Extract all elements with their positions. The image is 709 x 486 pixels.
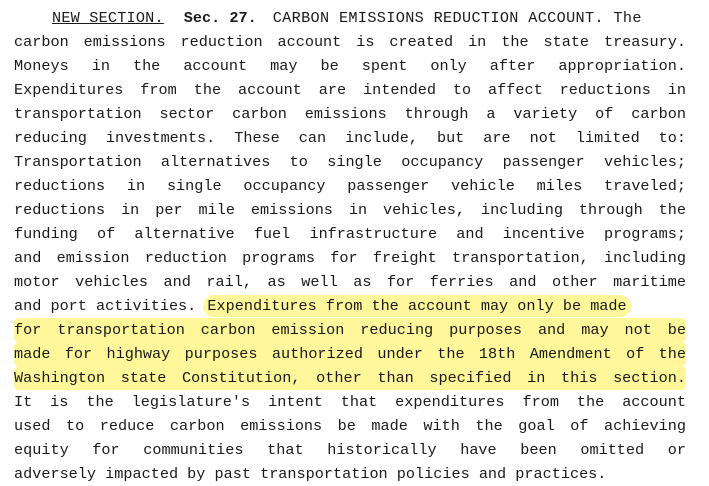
new-section-label: NEW SECTION.: [52, 9, 164, 27]
body-line: reductions in single occupancy passenger vehicle miles traveled;: [14, 177, 686, 195]
highlighted-text: made for highway purposes authorized under the 18th Amendment of the: [14, 342, 686, 366]
mixed-highlight-line: [14, 294, 686, 318]
highlighted-text: Washington state Constitution, other than specified in this section.: [14, 366, 686, 390]
bill-section-document: [14, 6, 686, 486]
body-line: and emission reduction programs for freight transportation, including: [14, 249, 686, 267]
highlighted-text: Expenditures from the account may only be made: [207, 297, 627, 315]
closing-line: It is the legislature's intent that expenditures from the account: [14, 393, 686, 411]
body-line: Transportation alternatives to single occupancy passenger vehicles;: [14, 153, 686, 171]
closing-line: equity for communities that historically have been omitted or: [14, 441, 686, 459]
highlighted-text: for transportation carbon emission reducing purposes and may not be: [14, 318, 686, 342]
closing-line: adversely impacted by past transportation policies and practices.: [14, 465, 607, 483]
body-line: carbon emissions reduction account is created in the state treasury.: [14, 33, 686, 51]
section-heading-line: [14, 6, 686, 30]
body-line: transportation sector carbon emissions through a variety of carbon: [14, 105, 686, 123]
highlighted-line: [14, 318, 686, 342]
body-line: Moneys in the account may be spent only after appropriation.: [14, 57, 686, 75]
highlighted-line: [14, 366, 686, 390]
closing-line: used to reduce carbon emissions be made with the goal of achieving: [14, 417, 686, 435]
body-line: reductions in per mile emissions in vehicles, including through the: [14, 201, 686, 219]
body-line: motor vehicles and rail, as well as for ferries and other maritime: [14, 273, 686, 291]
highlighted-line: [14, 342, 686, 366]
body-line: funding of alternative fuel infrastructure and incentive programs;: [14, 225, 686, 243]
body-line: Expenditures from the account are intended to affect reductions in: [14, 81, 686, 99]
plain-text: and port activities.: [14, 297, 206, 315]
section-title: CARBON EMISSIONS REDUCTION ACCOUNT. The: [272, 9, 642, 27]
section-number: Sec. 27.: [183, 9, 257, 27]
body-line: reducing investments. These can include, but are not limited to:: [14, 129, 686, 147]
